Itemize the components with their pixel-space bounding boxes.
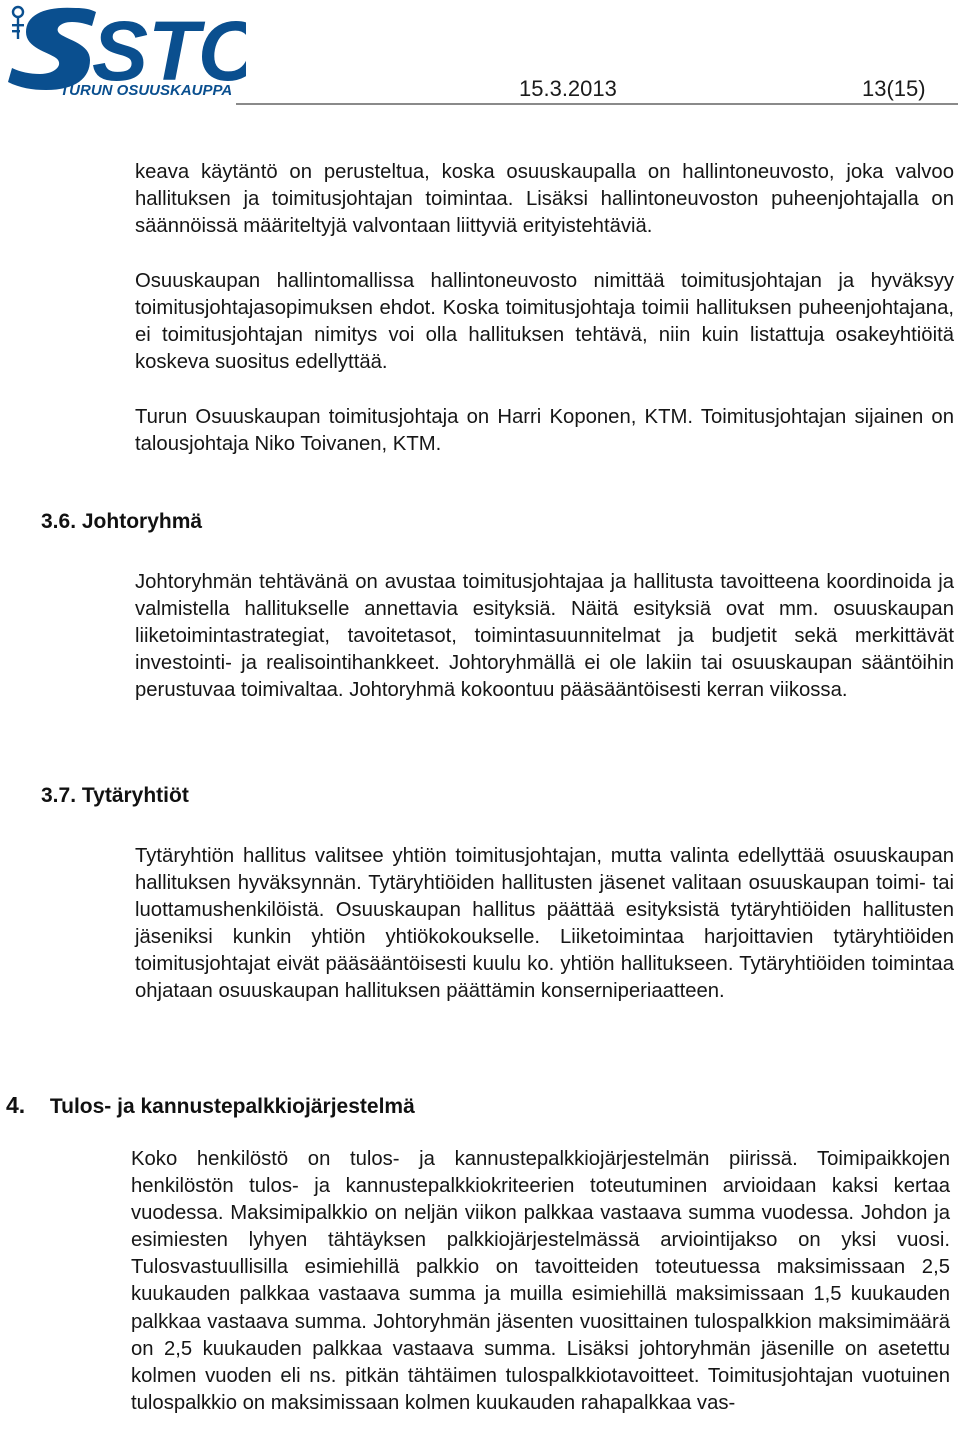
page-header — [0, 0, 960, 108]
paragraph-governance-oversight: keava käytäntö on perusteltua, koska osuuskaupalla on hallintoneuvosto, joka valvoo hallituksen ja toimitusjohtajan toimintaa. Lisäksi hallintoneuvoston puheenjohtajalla on säännöissä määriteltyjä valvontaan liittyviä erityistehtäviä. — [135, 161, 954, 238]
section-heading-4 — [6, 1092, 415, 1119]
paragraph-ceo-appointment: Osuuskaupan hallintomallissa hallintoneuvosto nimittää toimitusjohtajan ja hyväksyy toimitusjohtajasopimuksen ehdot. Koska toimitusjohtaja toimii hallituksen puheenjohtajana, ei toimitusjohtajan nimitys voi olla hallituksen tehtävä, niin kuin listattuja osakeyhtiöitä koskeva suositus edellyttää. — [135, 270, 954, 374]
paragraph-subsidiaries: Tytäryhtiön hallitus valitsee yhtiön toimitusjohtajan, mutta valinta edellyttää osuuskaupan hallituksen hyväksynnän. Tytäryhtiöiden hallitusten jäsenet valitaan osuuskaupan toimi- tai luottamushenkilöistä. Osuuskaupan hallitus päättää esityksistä tytäryhtiöiden hallitusten jäseniksi kunkin yhtiön yhtiökokoukselle. Liiketoimintaa harjoittavien tytäryhtiöiden toimitusjohtajat eivät pääsääntöisesti kuulu ko. yhtiön hallitukseen. Tytäryhtiöiden toimintaa ohjataan osuuskaupan hallituksen päättämin konserniperiaatteen. — [135, 845, 954, 1003]
paragraph-management-group: Johtoryhmän tehtävänä on avustaa toimitusjohtajaa ja hallitusta tavoitteena koordinoida ja valmistella hallitukselle annettavia esityksiä. Näitä esityksiä ovat mm. osuuskaupan liiketoimintastrategiat, tavoitetasot, toimintasuunnitelmat ja budjetit sekä merkittävät investointi- ja realisointihankkeet. Johtoryhmällä ei ole lakiin tai osuuskaupan sääntöihin perustuvaa toimivaltaa. Johtoryhmä kokoontuu pääsääntöisesti kerran viikossa. — [135, 571, 954, 702]
header-page-number: 13(15) — [862, 76, 926, 101]
section-number: 4. — [6, 1092, 26, 1118]
section-title: Johtoryhmä — [81, 510, 203, 533]
stok-logo — [6, 2, 246, 102]
header-divider — [236, 103, 958, 105]
logo-subtitle: TURUN OSUUSKAUPPA — [60, 82, 233, 99]
paragraph-ceo-names: Turun Osuuskaupan toimitusjohtaja on Harri Koponen, KTM. Toimitusjohtajan sijainen on talousjohtaja Niko Toivanen, KTM. — [135, 406, 954, 456]
section-number: 3.7. — [41, 784, 77, 807]
paragraph-incentive-system: Koko henkilöstö on tulos- ja kannustepalkkiojärjestelmän piirissä. Toimipaikkojen henkilöstön tulos- ja kannustepalkkiokriteerien toteutuminen arvioidaan kaksi kertaa vuodessa. Maksimipalkkio on neljän viikon palkkaa vastaava summa vuodessa. Johdon ja esimiesten lyhyen tähtäyksen palkkiojärjestelmässä arviointijakso on yksi vuosi. Tulosvastuullisilla esimiehillä palkkio on tavoitteiden toteutuessa maksimissaan 2,5 kuukauden palkkaa vastaava summa ja muilla esimiehillä maksimissaan 1,5 kuukauden palkkaa vastaava summa. Johtoryhmän jäsenten vuosittainen tulospalkkion maksimimäärä on 2,5 kuukauden palkkaa vastaava summa. Lisäksi johtoryhmän jäsenille on asetettu kolmen vuoden eli ns. pitkän tähtäimen tulospalkkiotavoitteet. Toimitusjohtajan vuotuinen tulospalkkio on maksimissaan kolmen kuukauden rahapalkkaa vas- — [131, 1148, 950, 1414]
section-heading-3-7 — [41, 784, 189, 808]
logo-wordmark: ST — [92, 4, 198, 98]
section-title: Tytäryhtiöt — [81, 784, 189, 807]
section-title: Tulos- ja kannustepalkkiojärjestelmä — [49, 1095, 415, 1118]
header-date: 15.3.2013 — [519, 76, 617, 101]
section-heading-3-6 — [41, 510, 202, 534]
section-number: 3.6. — [41, 510, 77, 533]
